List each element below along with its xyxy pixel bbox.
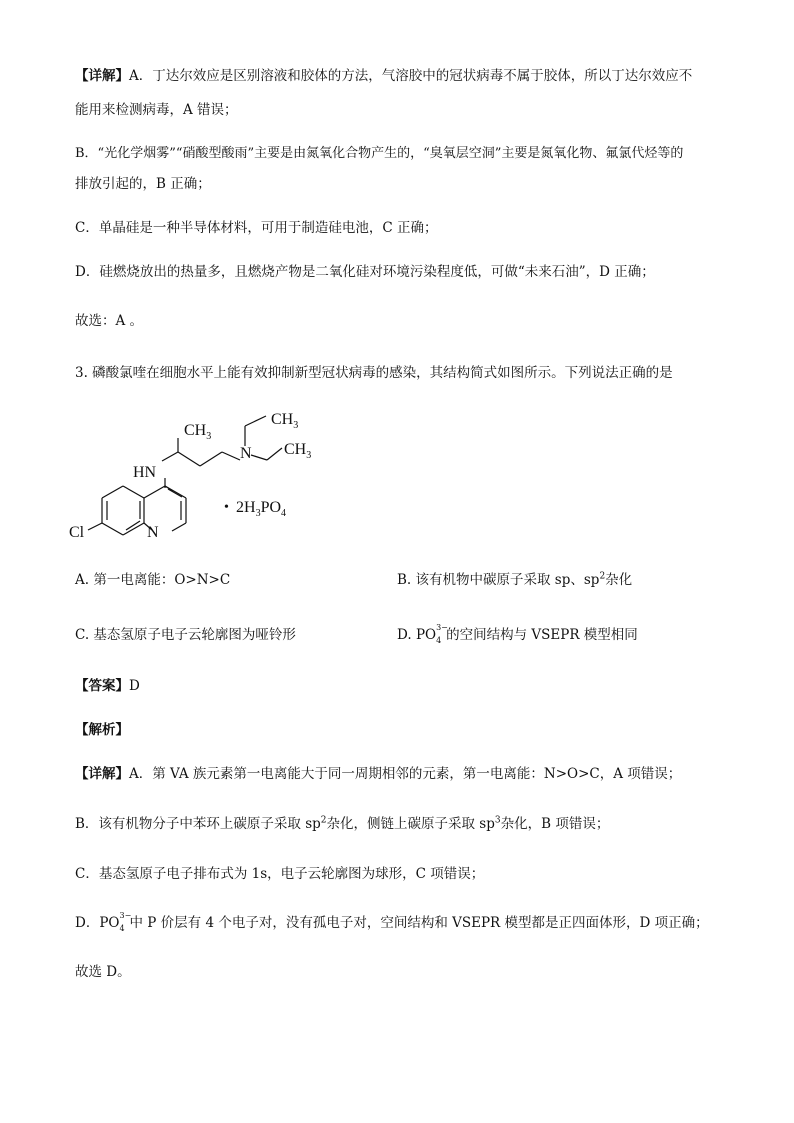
explanation-line-b2: 排放引起的，B 正确； [75, 176, 211, 192]
cl-label: Cl [69, 524, 85, 541]
option-c: C. 基态氢原子电子云轮廓图为哑铃形 [75, 627, 296, 643]
answer-value: D [129, 678, 140, 694]
option-d: D. PO 3− 4 的空间结构与 VSEPR 模型相同 [397, 623, 638, 645]
ch3-ethyl-right-label: $CH_3$ [284, 441, 312, 461]
amine-n-label: N [240, 445, 252, 462]
detail-line-c: C．基态氢原子电子排布式为 1s，电子云轮廓图为球形，C 项错误； [75, 866, 485, 882]
explanation-line-a1 [75, 67, 692, 85]
phosphoric-acid-label: $2H_3PO_4$ [236, 499, 287, 519]
ring-n-label: N [147, 524, 159, 541]
explanation-line-a2: 能用来检测病毒，A 错误； [75, 102, 238, 118]
detail-line-b: B．该有机物分子中苯环上碳原子采取 $sp^2$杂化，侧链上碳原子采取 $sp^3$杂化，B 项错误； [75, 815, 610, 832]
ch3-top-label: $CH_3$ [184, 422, 212, 442]
option-a: A. 第一电离能：O>N>C [75, 572, 231, 588]
chloroquine-phosphate-structure [60, 400, 340, 550]
phosphate-ion: PO 3− 4 [415, 623, 448, 645]
explanation-line-c: C．单晶硅是一种半导体材料，可用于制造硅电池，C 正确； [75, 220, 438, 236]
explanation-line-b1: B．“光化学烟雾”“硝酸型酸雨”主要是由氮氧化合物产生的，“臭氧层空洞”主要是氮氧化物、氟氯代烃等的 [75, 146, 684, 161]
question-stem: 3. 磷酸氯喹在细胞水平上能有效抑制新型冠状病毒的感染，其结构简式如图所示。下列说法正确的是 [75, 365, 673, 381]
option-b: B. 该有机物中碳原子采取 sp、$sp^2$杂化 [397, 571, 633, 588]
detail-tag: 【详解】 [75, 68, 129, 84]
answer-line [75, 677, 140, 695]
detail-conclusion: 故选 D。 [75, 964, 131, 980]
detail-line-a: 【详解】A．第 VA 族元素第一电离能大于同一周期相邻的元素，第一电离能：N>O>C，A 项错误； [75, 766, 682, 782]
detail-line-d: D．PO 3− 4 中 P 价层有 4 个电子对，没有孤电子对，空间结构和 VSEPR 模型都是正四面体形，D 项正确； [75, 911, 709, 933]
salt-dot: • [224, 500, 229, 515]
ch3-ethyl-top-label: $CH_3$ [271, 411, 299, 431]
analysis-tag: 【解析】 [75, 722, 129, 738]
nh-label: HN [133, 464, 157, 481]
explanation-a-text: A．丁达尔效应是区别溶液和胶体的方法，气溶胶中的冠状病毒不属于胶体，所以丁达尔效应不 [129, 68, 693, 84]
answer-tag: 【答案】 [75, 678, 129, 694]
explanation-conclusion: 故选：A 。 [75, 313, 144, 329]
explanation-line-d: D．硅燃烧放出的热量多，且燃烧产物是二氧化硅对环境污染程度低，可做“未来石油”，D 正确； [75, 264, 655, 280]
phosphate-ion-detail: PO 3− 4 [99, 911, 132, 933]
